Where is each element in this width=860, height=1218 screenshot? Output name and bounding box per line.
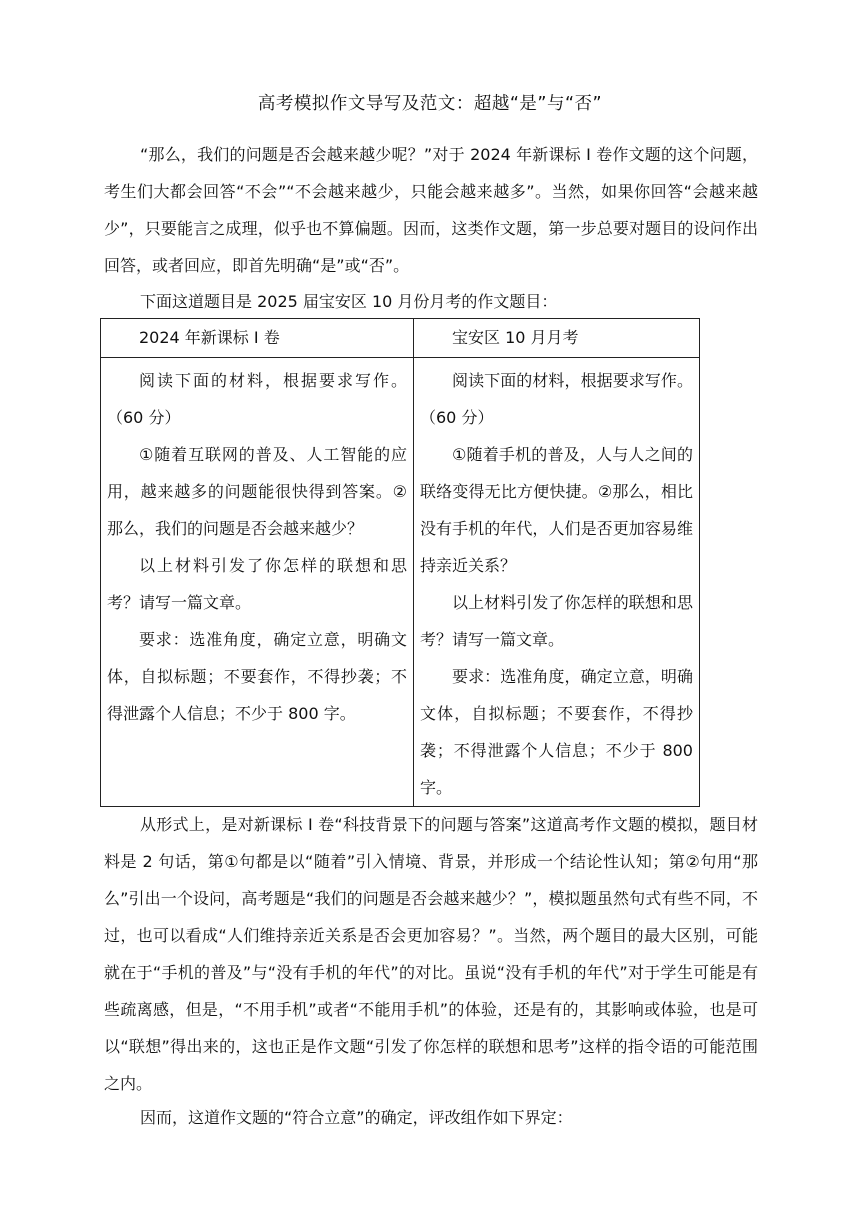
right-cell-paragraph: 以上材料引发了你怎样的联想和思考？请写一篇文章。 (420, 593, 693, 649)
left-cell-paragraph: 以上材料引发了你怎样的联想和思考？请写一篇文章。 (107, 556, 407, 612)
left-cell-paragraph: ①随着互联网的普及、人工智能的应用，越来越多的问题能很快得到答案。②那么，我们的问题是否会越来越少？ (107, 445, 407, 538)
table-cell-left (101, 358, 414, 807)
intro-paragraph: “那么，我们的问题是否会越来越少呢？”对于 2024 年新课标 I 卷作文题的这个问题，考生们大都会回答“不会”“不会越来越少，只能会越来越多”。当然，如果你回答“会越来越少”，只要能言之成理，似乎也不算偏题。因而，这类作文题，第一步总要对题目的设问作出回答，或者回应，即首先明确“是”或“否”。 (104, 145, 758, 275)
right-cell-paragraph: 阅读下面的材料，根据要求写作。（60 分） (420, 371, 693, 427)
right-cell-paragraph: 要求：选准角度，确定立意，明确文体，自拟标题；不要套作，不得抄袭；不得泄露个人信息；不少于 800 字。 (420, 667, 693, 797)
header-right-label: 宝安区 10 月月考 (452, 328, 579, 347)
table-header-row (101, 319, 700, 358)
table-body-row (101, 358, 700, 807)
analysis-paragraph: 从形式上，是对新课标 I 卷“科技背景下的问题与答案”这道高考作文题的模拟，题目材料是 2 句话，第①句都是以“随着”引入情境、背景，并形成一个结论性认知；第②句用“那么”引出一个设问，高考题是“我们的问题是否会越来越少？”，模拟题虽然句式有些不同，不过，也可以看成“人们维持亲近关系是否会更加容易？”。当然，两个题目的最大区别，可能就在于“手机的普及”与“没有手机的年代”的对比。虽说“没有手机的年代”对于学生可能是有些疏离感，但是，“不用手机”或者“不能用手机”的体验，还是有的，其影响或体验，也是可以“联想”得出来的，这也正是作文题“引发了你怎样的联想和思考”这样的指令语的可能范围之内。 (104, 815, 758, 1093)
conclusion-paragraph: 因而，这道作文题的“符合立意”的确定，评改组作如下界定： (140, 1108, 573, 1127)
left-cell-paragraph: 阅读下面的材料，根据要求写作。（60 分） (107, 371, 407, 427)
document-title: 高考模拟作文导写及范文：超越“是”与“否” (257, 94, 603, 114)
comparison-table (100, 318, 700, 807)
right-cell-paragraph: ①随着手机的普及，人与人之间的联络变得无比方便快捷。②那么，相比没有手机的年代，人们是否更加容易维持亲近关系？ (420, 445, 693, 575)
table-header-left (101, 319, 414, 358)
table-cell-right (414, 358, 700, 807)
header-left-label: 2024 年新课标 I 卷 (139, 328, 280, 347)
left-cell-paragraph: 要求：选准角度，确定立意，明确文体，自拟标题；不要套作，不得抄袭；不得泄露个人信息；不少于 800 字。 (107, 630, 407, 723)
table-header-right (414, 319, 700, 358)
lead-in-paragraph: 下面这道题目是 2025 届宝安区 10 月份月考的作文题目： (140, 292, 558, 311)
